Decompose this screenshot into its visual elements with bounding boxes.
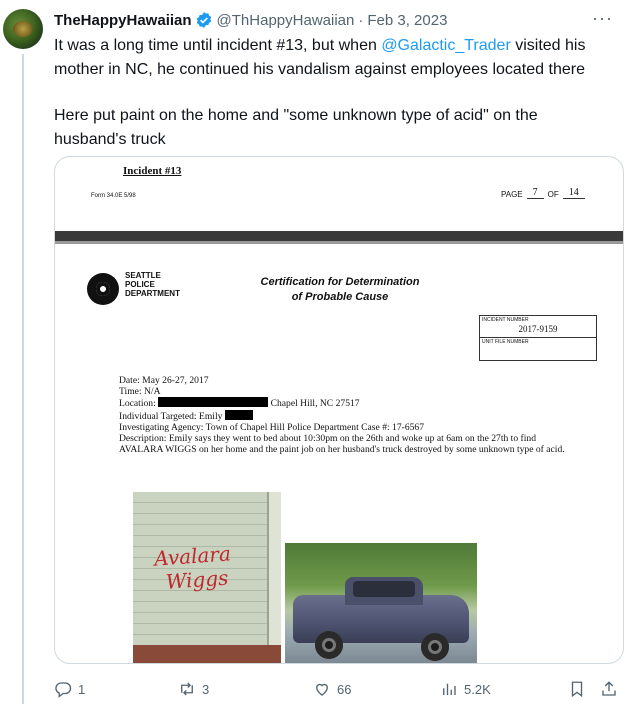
unit-file-label: UNIT FILE NUMBER: [482, 339, 529, 345]
house-trim: [267, 492, 281, 664]
text-part: It was a long time until incident #13, but when: [54, 37, 382, 54]
share-icon: [600, 680, 618, 698]
location-value: Chapel Hill, NC 27517: [270, 398, 360, 410]
time-line: Time: N/A: [119, 386, 161, 398]
author-name[interactable]: TheHappyHawaiian: [54, 11, 192, 29]
dept-line: SEATTLE: [125, 271, 161, 280]
document-divider-shadow: [55, 241, 624, 244]
page-number: 7: [527, 187, 544, 199]
like-count: 66: [337, 681, 352, 697]
action-bar: [54, 678, 624, 700]
incident-title: Incident #13: [123, 165, 182, 177]
individual-label: Individual Targeted: Emily: [119, 410, 223, 422]
verified-badge-icon: [195, 11, 213, 29]
graffiti-line: Avalara: [153, 541, 232, 571]
location-line: [119, 397, 569, 409]
like-icon: [313, 680, 331, 698]
redaction-bar: [158, 397, 268, 407]
bookmark-button[interactable]: [568, 678, 586, 700]
brick-foundation: [133, 645, 281, 664]
retweet-icon: [178, 680, 196, 698]
certification-title: [235, 275, 445, 305]
share-button[interactable]: [600, 678, 618, 700]
reply-count: 1: [78, 681, 86, 697]
incident-number: 2017-9159: [518, 324, 558, 334]
avatar[interactable]: [3, 9, 43, 49]
graffiti-line: Wiggs: [165, 565, 230, 594]
police-document: [55, 157, 624, 664]
truck-window: [353, 581, 415, 597]
truck-wheel: [315, 631, 343, 659]
truck-wheel: [421, 633, 449, 661]
department-name: [125, 271, 180, 298]
dept-line: POLICE: [125, 280, 155, 289]
truck-photo: [285, 543, 477, 664]
thread-line: [22, 54, 24, 704]
description: Description: Emily says they went to bed about 10:30pm on the 26th and woke up at 6am on the 27th to find AVALARA WIGGS on her home and the paint job on her husband's truck destroyed by some unknown type of acid.: [119, 433, 565, 456]
incident-number-label: INCIDENT NUMBER: [482, 317, 529, 323]
text-paragraph: Here put paint on the home and "some unknown type of acid" on the husband's truck: [54, 107, 538, 148]
house-graffiti-photo: [133, 492, 281, 664]
views-button[interactable]: [440, 678, 491, 700]
tweet-date[interactable]: Feb 3, 2023: [367, 11, 448, 29]
page-label: PAGE: [501, 190, 523, 199]
redaction-bar: [225, 410, 253, 420]
tweet-text: [54, 34, 614, 152]
reply-button[interactable]: [54, 678, 85, 700]
cert-line: Certification for Determination: [260, 276, 420, 288]
bookmark-icon: [568, 680, 586, 698]
turtle-icon: [13, 21, 33, 37]
like-button[interactable]: [313, 678, 351, 700]
tweet-header: [54, 10, 447, 30]
text-part: visited his mother in NC, he continued his vandalism against employees located there: [54, 37, 586, 78]
retweet-count: 3: [202, 681, 210, 697]
reply-icon: [54, 680, 72, 698]
document-divider: [55, 231, 624, 241]
page-indicator: [501, 187, 585, 199]
incident-details: [119, 375, 569, 455]
dept-line: DEPARTMENT: [125, 289, 180, 298]
date-line: Date: May 26-27, 2017: [119, 375, 209, 386]
mention-link[interactable]: @Galactic_Trader: [381, 37, 511, 54]
individual-line: [119, 410, 569, 422]
tweet-media-image[interactable]: [54, 156, 624, 664]
incident-number-box: [479, 315, 597, 361]
cert-line: of Probable Cause: [291, 291, 389, 303]
page-total: 14: [563, 187, 585, 199]
retweet-button[interactable]: [178, 678, 209, 700]
graffiti-text: [153, 541, 233, 594]
page-of: OF: [547, 190, 559, 199]
police-seal-icon: [87, 273, 119, 305]
more-icon[interactable]: ···: [592, 8, 613, 28]
agency-line: Investigating Agency: Town of Chapel Hill Police Department Case #: 17-6567: [119, 421, 425, 433]
view-count: 5.2K: [464, 681, 491, 697]
separator-dot: ·: [358, 11, 364, 29]
author-handle[interactable]: @ThHappyHawaiian: [216, 11, 355, 29]
location-label: Location:: [119, 398, 156, 410]
views-icon: [440, 680, 458, 698]
form-number: Form 34.0E 5/98: [91, 193, 136, 199]
